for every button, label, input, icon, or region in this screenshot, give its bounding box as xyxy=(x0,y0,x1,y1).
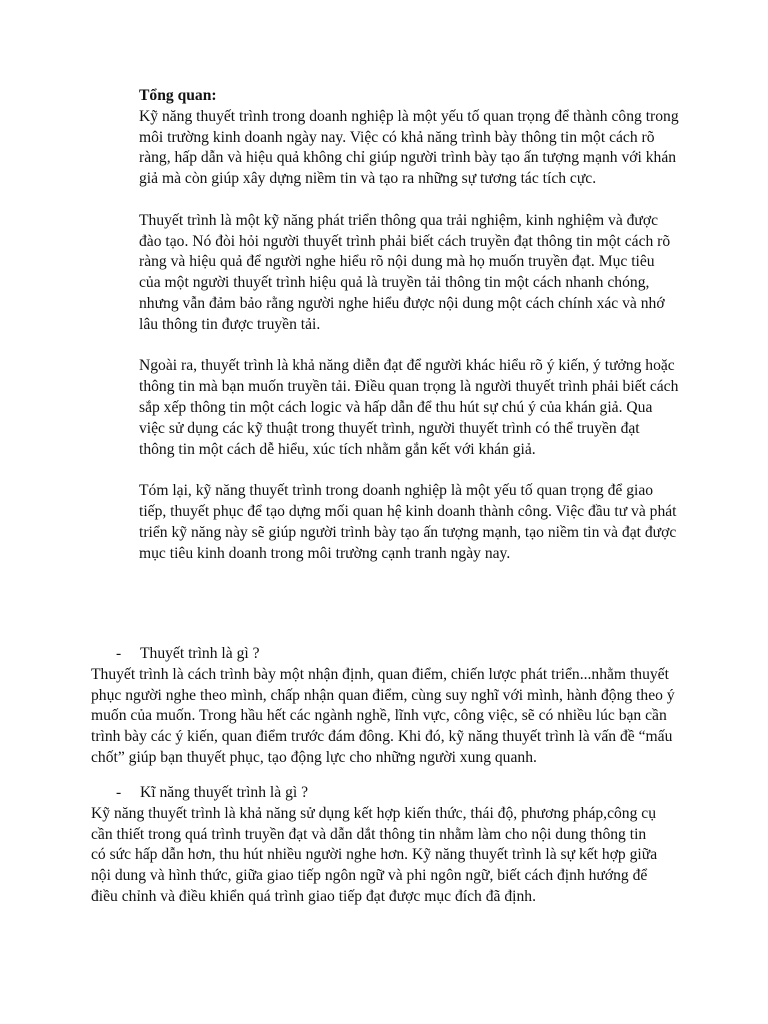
overview-paragraph-4: Tóm lại, kỹ năng thuyết trình trong doanh nghiệp là một yếu tố quan trọng để giao tiếp, thuyết phục để tạo dựng mối quan hệ kinh doanh thành công. Việc đầu tư và phát triển kỹ năng này sẽ giúp người trình bày tạo ấn tượng mạnh, tạo niềm tin và đạt được mục tiêu kinh doanh trong môi trường cạnh tranh ngày nay. xyxy=(139,482,677,562)
section-body: Kỹ năng thuyết trình là khả năng sử dụng kết hợp kiến thức, thái độ, phương pháp,công cụ cần thiết trong quá trình truyền đạt và dẫn dắt thông tin nhằm làm cho nội dung thông tin có sức hấp dẫn hơn, thu hút nhiều người nghe hơn. Kỹ năng thuyết trình là sự kết hợp giữa nội dung và hình thức, giữa giao tiếp ngôn ngữ và phi ngôn ngữ, biết cách định hướng để điều chỉnh và điều khiển quá trình giao tiếp đạt được mục đích đã định. xyxy=(91,804,658,905)
overview-paragraph-2: Thuyết trình là một kỹ năng phát triển thông qua trải nghiệm, kinh nghiệm và được đào tạo. Nó đòi hỏi người thuyết trình phải biết cách truyền đạt thông tin một cách rõ ràng và hiệu quả để người nghe hiểu rõ nội dung mà họ muốn truyền đạt. Mục tiêu của một người thuyết trình hiệu quả là truyền tải thông tin một cách nhanh chóng, nhưng vẫn đảm bảo rằng người nghe hiểu được nội dung một cách chính xác và nhớ lâu thông tin được truyền tải. xyxy=(139,211,671,333)
overview-heading: Tổng quan: xyxy=(139,87,217,104)
bullet-dash: - xyxy=(116,784,122,801)
section-title: Thuyết trình là gì ? xyxy=(140,645,260,662)
overview-paragraph-3: Ngoài ra, thuyết trình là khả năng diễn đạt để người khác hiểu rõ ý kiến, ý tưởng hoặc thông tin mà bạn muốn truyền tải. Điều quan trọng là người thuyết trình phải biết cách sắp xếp thông tin một cách logic và hấp dẫn để thu hút sự chú ý của khán giả. Qua việc sử dụng các kỹ thuật trong thuyết trình, người thuyết trình có thể truyền đạt thông tin một cách dễ hiểu, xúc tích nhằm gắn kết với khán giả. xyxy=(139,357,679,458)
section-body: Thuyết trình là cách trình bày một nhận định, quan điểm, chiến lược phát triển...nhằm thuyết phục người nghe theo mình, chấp nhận quan điểm, cùng suy nghĩ với mình, hành động theo ý muốn của muốn. Trong hầu hết các ngành nghề, lĩnh vực, công việc, sẽ có nhiều lúc bạn cần trình bày các ý kiến, quan điểm trước đám đông. Khi đó, kỹ năng thuyết trình là vấn đề “mấu chốt” giúp bạn thuyết phục, tạo động lực cho những người xung quanh. xyxy=(91,665,675,766)
bullet-item xyxy=(91,783,691,804)
bullet-item xyxy=(91,644,691,665)
overview-text-1: Kỹ năng thuyết trình trong doanh nghiệp là một yếu tố quan trọng để thành công trong môi trường kinh doanh ngày nay. Việc có khả năng trình bày thông tin một cách rõ ràng, hấp dẫn và hiệu quả không chỉ giúp người trình bày tạo ấn tượng mạnh với khán giả mà còn giúp xây dựng niềm tin và tạo ra những sự tương tác tích cực. xyxy=(139,107,679,188)
bullet-dash: - xyxy=(116,645,122,662)
section-title: Kĩ năng thuyết trình là gì ? xyxy=(140,784,309,801)
overview-paragraph-1 xyxy=(139,86,679,190)
section-presentation-skill xyxy=(91,783,691,908)
overview-section xyxy=(139,86,679,585)
section-what-is-presentation xyxy=(91,644,691,769)
